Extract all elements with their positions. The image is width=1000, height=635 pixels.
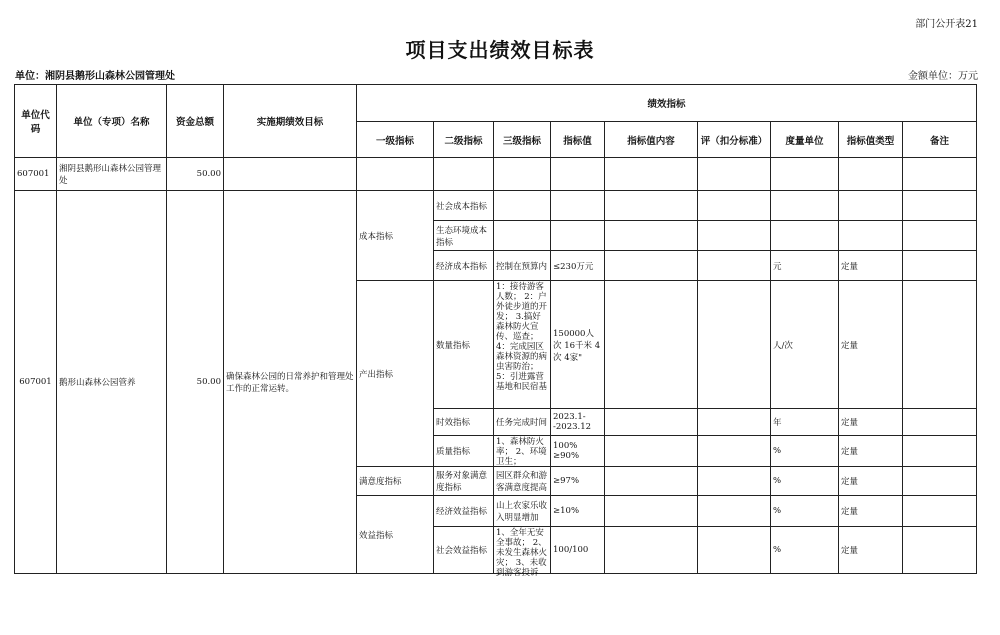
row4-unit: 年 [771, 409, 839, 436]
page-tag: 部门公开表21 [915, 19, 978, 30]
row2-content [605, 251, 698, 281]
row7-scoring [698, 496, 771, 527]
row2-level3: 控制在预算内 [494, 251, 551, 281]
row1-level2: 生态环境成本指标 [434, 221, 494, 251]
level1-cost: 成本指标 [357, 191, 434, 281]
row2-scoring [698, 251, 771, 281]
row5-type: 定量 [839, 436, 903, 467]
row4-level3: 任务完成时间 [494, 409, 551, 436]
level1-benefit: 效益指标 [357, 496, 434, 574]
row1-scoring [698, 221, 771, 251]
row4-level2: 时效指标 [434, 409, 494, 436]
row2-level2: 经济成本指标 [434, 251, 494, 281]
row2-type: 定量 [839, 251, 903, 281]
project-amount: 50.00 [167, 191, 224, 574]
row4-scoring [698, 409, 771, 436]
header-value: 指标值 [551, 122, 605, 158]
row5-content [605, 436, 698, 467]
row0-content [605, 191, 698, 221]
header-scoring: 评（扣分标准） [698, 122, 771, 158]
row6-type: 定量 [839, 467, 903, 496]
row5-level2: 质量指标 [434, 436, 494, 467]
row6-level3: 园区群众和游客满意度提高 [494, 467, 551, 496]
row8-value: 100/100 [551, 527, 605, 574]
row0-unit [771, 191, 839, 221]
row4-type: 定量 [839, 409, 903, 436]
row3-type: 定量 [839, 281, 903, 409]
page-title: 项目支出绩效目标表 [405, 38, 595, 62]
project-code: 607001 [15, 191, 57, 574]
row0-level3 [494, 191, 551, 221]
row0-value [551, 191, 605, 221]
row7-value: ≥10% [551, 496, 605, 527]
header-remarks: 备注 [903, 122, 977, 158]
header-value-type: 指标值类型 [839, 122, 903, 158]
row0-scoring [698, 191, 771, 221]
header-unit-name: 单位（专项）名称 [57, 85, 167, 158]
row2-unit: 元 [771, 251, 839, 281]
unit-label: 单位：湘阴县鹅形山森林公园管理处 [15, 71, 175, 82]
level1-output: 产出指标 [357, 281, 434, 467]
row3-level3: 1：接待游客人数； 2：户外徒步道的开发； 3.搞好森林防火宣传、巡查； 4：完成园区森林资源的病虫害防治； 5：引进露营基地和民宿基 [496, 282, 548, 392]
summary-name: 湘阴县鹅形山森林公园管理处 [57, 158, 167, 191]
header-measure-unit: 度量单位 [771, 122, 839, 158]
row8-type: 定量 [839, 527, 903, 574]
header-unit-code: 单位代码 [15, 85, 57, 158]
row2-value: ≤230万元 [551, 251, 605, 281]
money-unit-label: 金额单位：万元 [908, 71, 978, 82]
performance-table [14, 84, 977, 578]
row8-content [605, 527, 698, 574]
row6-content [605, 467, 698, 496]
row7-content [605, 496, 698, 527]
row3-level2: 数量指标 [434, 281, 494, 409]
row0-level2: 社会成本指标 [434, 191, 494, 221]
level1-satisfaction: 满意度指标 [357, 467, 434, 496]
header-row-1 [15, 85, 977, 122]
row7-level3: 山上农家乐收入明显增加 [494, 496, 551, 527]
row3-unit: 人/次 [771, 281, 839, 409]
header-level3: 三级指标 [494, 122, 551, 158]
row7-type: 定量 [839, 496, 903, 527]
row8-scoring [698, 527, 771, 574]
row4-content [605, 409, 698, 436]
summary-amount: 50.00 [167, 158, 224, 191]
row5-scoring [698, 436, 771, 467]
header-indicators: 绩效指标 [357, 85, 977, 122]
header-value-content: 指标值内容 [605, 122, 698, 158]
row5-value: 100% ≥90% [551, 436, 605, 467]
row8-level2: 社会效益指标 [434, 527, 494, 574]
row3-content [605, 281, 698, 409]
row1-unit [771, 221, 839, 251]
row1-value [551, 221, 605, 251]
row6-unit: % [771, 467, 839, 496]
row8-level3: 1、全年无安全事故； 2、未发生森林火灾； 3、未收到游客投诉 [496, 528, 548, 578]
row7-unit: % [771, 496, 839, 527]
row4-value: 2023.1--2023.12 [551, 409, 605, 436]
row7-level2: 经济效益指标 [434, 496, 494, 527]
row1-type [839, 221, 903, 251]
summary-code: 607001 [15, 158, 57, 191]
project-goal: 确保森林公园的日常养护和管理处工作的正常运转。 [224, 191, 357, 574]
header-goal: 实施期绩效目标 [224, 85, 357, 158]
row3-scoring [698, 281, 771, 409]
row3-value: 150000人次 16千米 4次 4家" [551, 281, 605, 409]
header-total-funds: 资金总额 [167, 85, 224, 158]
row8-unit: % [771, 527, 839, 574]
row6-level2: 服务对象满意度指标 [434, 467, 494, 496]
summary-row [15, 158, 977, 191]
header-level1: 一级指标 [357, 122, 434, 158]
table-row [15, 191, 977, 221]
row5-level3: 1、森林防火率； 2、环境卫生； [496, 437, 547, 467]
row1-content [605, 221, 698, 251]
row6-value: ≥97% [551, 467, 605, 496]
project-name: 鹅形山森林公园管养 [57, 191, 167, 574]
row6-scoring [698, 467, 771, 496]
row1-level3 [494, 221, 551, 251]
header-level2: 二级指标 [434, 122, 494, 158]
row5-unit: % [771, 436, 839, 467]
row0-type [839, 191, 903, 221]
